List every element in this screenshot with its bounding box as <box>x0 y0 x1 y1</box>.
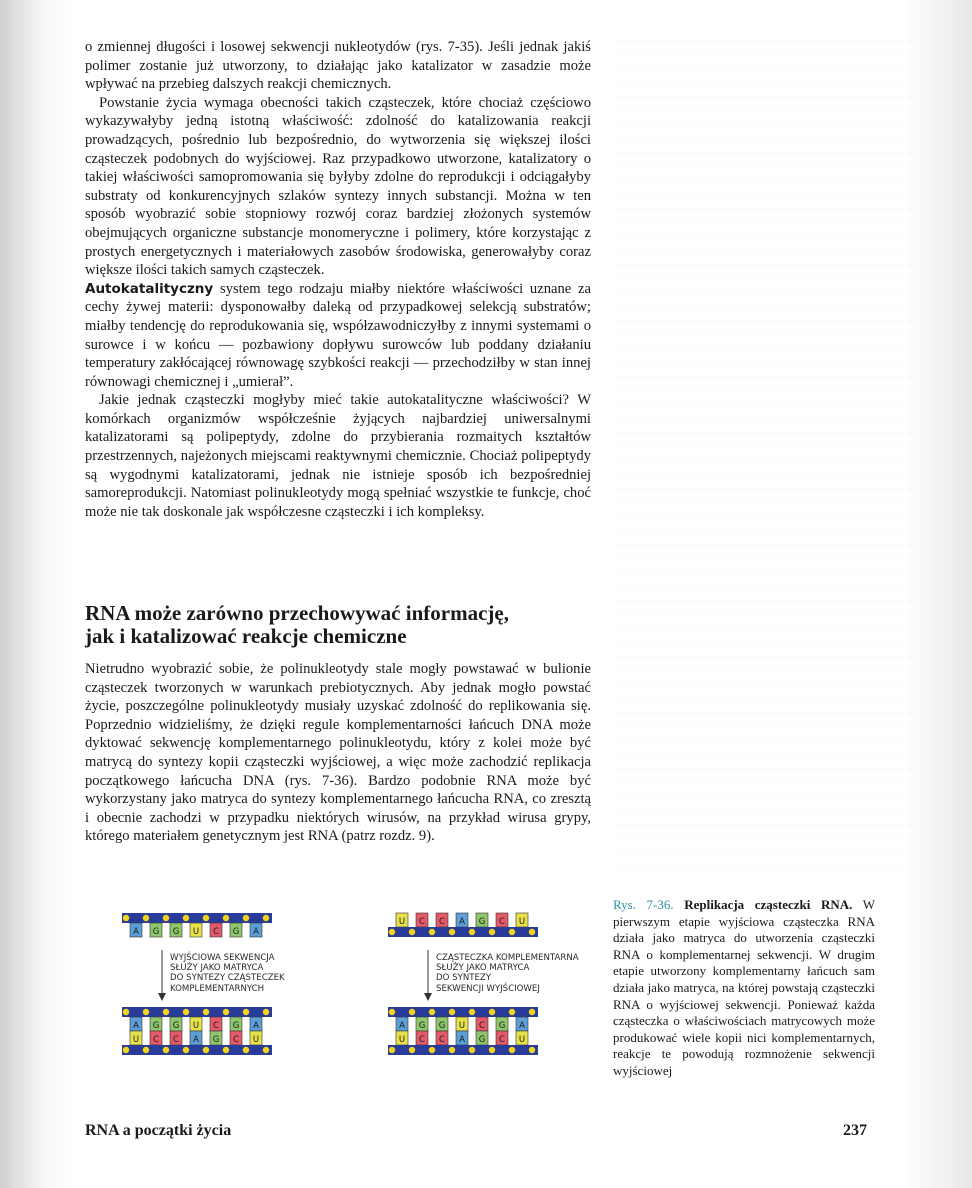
phosphate-dot <box>509 1009 515 1015</box>
base-letter: C <box>419 917 425 927</box>
figure-caption <box>613 897 875 1080</box>
section-heading <box>85 602 591 648</box>
phosphate-dot <box>489 1009 495 1015</box>
base-letter: C <box>213 1021 219 1031</box>
heading-line: RNA może zarówno przechowywać informację, <box>85 601 509 625</box>
figure-label-right <box>436 953 579 994</box>
phosphate-dot <box>143 1047 149 1053</box>
phosphate-dot <box>263 1009 269 1015</box>
base-letter: C <box>479 1021 485 1031</box>
phosphate-dot <box>409 1047 415 1053</box>
phosphate-dot <box>489 929 495 935</box>
phosphate-dot <box>183 1047 189 1053</box>
base-letter: G <box>418 1021 426 1031</box>
phosphate-dot <box>143 1009 149 1015</box>
phosphate-dot <box>469 1009 475 1015</box>
figure-label-left <box>170 953 285 994</box>
base-letter: U <box>192 1021 200 1031</box>
base-letter: C <box>153 1035 159 1045</box>
phosphate-dot <box>529 929 535 935</box>
scan-shadow-left <box>0 0 70 1188</box>
phosphate-dot <box>203 1047 209 1053</box>
base-letter: G <box>478 1035 486 1045</box>
base-letter: G <box>232 1021 240 1031</box>
phosphate-dot <box>429 929 435 935</box>
base-letter: C <box>439 917 445 927</box>
base-letter: G <box>152 927 160 937</box>
phosphate-dot <box>389 1009 395 1015</box>
label-line: CZĄSTECZKA KOMPLEMENTARNA <box>436 953 579 963</box>
phosphate-dot <box>223 1009 229 1015</box>
base-letter: G <box>172 927 180 937</box>
arrow-head <box>424 993 432 1001</box>
phosphate-dot <box>163 915 169 921</box>
paragraph: Powstanie życia wymaga obecności takich cząsteczek, które chociaż częściowo wykazywałyby jedną istotną właściwość: zdolność do katalizowania reakcji prowadzących, pośrednio lub bezpośrednio, do wytworzenia się większej ilości cząsteczek podobnych do wyjściowej. Raz przypadkowo utworzone, katalizatory o takiej właściwości samopromowania się byłyby zdolne do reprodukcji i odciągałyby substraty od konkurencyjnych szlaków syntezy innych substancji. Można w ten sposób wyobrazić sobie stopniowy rozwój coraz bardziej złożonych systemów obejmujących organiczne substancje monomeryczne i polimery, które korzystając z prostych energetycznych i materiałowych zasobów środowiska, generowałyby coraz większe ilości takich samych cząsteczek. <box>85 94 591 279</box>
phosphate-dot <box>529 1009 535 1015</box>
keyword: Autokatalityczny <box>85 280 214 297</box>
base-letter: U <box>132 1035 140 1045</box>
running-footer-title: RNA a początki życia <box>85 1122 232 1139</box>
phosphate-dot <box>123 1047 129 1053</box>
phosphate-dot <box>163 1047 169 1053</box>
body-text-section <box>85 660 591 846</box>
base-letter: U <box>398 1035 406 1045</box>
phosphate-dot <box>123 915 129 921</box>
base-letter: A <box>193 1035 199 1045</box>
base-letter: G <box>152 1021 160 1031</box>
phosphate-dot <box>469 929 475 935</box>
phosphate-dot <box>243 915 249 921</box>
phosphate-dot <box>263 1047 269 1053</box>
label-line: DO SYNTEZY CZĄSTECZEK <box>170 973 285 984</box>
caption-title: Replikacja cząsteczki RNA. <box>684 897 853 912</box>
scan-shadow-right <box>902 0 972 1188</box>
base-letter: C <box>173 1035 179 1045</box>
phosphate-dot <box>409 929 415 935</box>
base-letter: A <box>253 927 259 937</box>
base-letter: U <box>518 917 526 927</box>
phosphate-dot <box>529 1047 535 1053</box>
phosphate-dot <box>143 915 149 921</box>
base-letter: C <box>499 917 505 927</box>
base-letter: G <box>212 1035 220 1045</box>
figure-panel-left <box>112 905 342 1055</box>
phosphate-dot <box>389 929 395 935</box>
phosphate-dot <box>183 1009 189 1015</box>
phosphate-dot <box>203 1009 209 1015</box>
paragraph: Nietrudno wyobrazić sobie, że polinukleotydy stale mogły powstawać w bulionie cząsteczek tworzonych w warunkach prebiotycznych. Aby jednak mogło powstać życie, poszczególne polinukleotydy musiały uzyskać zdolność do replikowania się. Poprzednio widzieliśmy, że dzięki regule komplementarności łańcuch DNA może dyktować sekwencję komplementarnego polinukleotydu, który z kolei może być matrycą do syntezy kopii cząsteczki wyjściowej, a więc może zachodzić replikacja początkowego łańcucha DNA (rys. 7-36). Bardzo podobnie RNA może być wykorzystany jako matryca do syntezy komplementarnego łańcucha RNA, co zresztą i obecnie zachodzi w przypadku niektórych wirusów, na przykład wirusa grypy, którego materiałem genetycznym jest RNA (patrz rozdz. 9). <box>85 661 591 845</box>
phosphate-dot <box>223 1047 229 1053</box>
label-line: WYJŚCIOWA SEKWENCJA <box>170 953 275 963</box>
label-line: SEKWENCJI WYJŚCIOWEJ <box>436 983 540 994</box>
paragraph: Jakie jednak cząsteczki mogłyby mieć takie autokatalityczne właściwości? W komórkach organizmów współcześnie żyjących najbardziej uniwersalnymi katalizatorami są polipeptydy, zdolne do przybierania rozmaitych kształtów przestrzennych, najeżonych miejscami reaktywnymi chemicznie. Chociaż polipeptydy są wygodnymi katalizatorami, jednak nie istnieje sposób ich bezpośredniej samoreprodukcji. Natomiast polinukleotydy mogą spełniać wszystkie te funkcje, choć może nie tak doskonale jak współczesne cząsteczki i ich kompleksy. <box>85 392 591 520</box>
phosphate-dot <box>409 1009 415 1015</box>
base-letter: C <box>233 1035 239 1045</box>
base-letter: G <box>498 1021 506 1031</box>
caption-number: Rys. 7-36. <box>613 897 674 912</box>
phosphate-dot <box>429 1047 435 1053</box>
label-line: SŁUŻY JAKO MATRYCA <box>436 963 530 974</box>
show-through-text <box>612 40 912 870</box>
figure-panel-right <box>378 905 608 1055</box>
base-letter: C <box>499 1035 505 1045</box>
base-letter: U <box>252 1035 260 1045</box>
phosphate-dot <box>509 1047 515 1053</box>
base-letter: C <box>439 1035 445 1045</box>
heading-line: jak i katalizować reakcje chemiczne <box>85 624 407 648</box>
phosphate-dot <box>123 1009 129 1015</box>
label-line: SŁUŻY JAKO MATRYCA <box>170 963 264 974</box>
base-letter: A <box>459 917 465 927</box>
base-letter: G <box>172 1021 180 1031</box>
phosphate-dot <box>243 1009 249 1015</box>
phosphate-dot <box>469 1047 475 1053</box>
base-letter: A <box>459 1035 465 1045</box>
label-line: KOMPLEMENTARNYCH <box>170 983 265 994</box>
phosphate-dot <box>163 1009 169 1015</box>
phosphate-dot <box>263 915 269 921</box>
phosphate-dot <box>449 1047 455 1053</box>
label-line: DO SYNTEZY <box>436 973 492 984</box>
phosphate-dot <box>449 1009 455 1015</box>
base-letter: C <box>419 1035 425 1045</box>
phosphate-dot <box>449 929 455 935</box>
body-text-top <box>85 38 591 521</box>
base-letter: A <box>519 1021 525 1031</box>
phosphate-dot <box>223 915 229 921</box>
base-letter: G <box>438 1021 446 1031</box>
base-letter: A <box>133 1021 139 1031</box>
phosphate-dot <box>389 1047 395 1053</box>
base-letter: U <box>458 1021 466 1031</box>
base-letter: A <box>399 1021 405 1031</box>
paragraph: o zmiennej długości i losowej sekwencji nukleotydów (rys. 7-35). Jeśli jednak jakiś polimer zostanie już utworzony, to działając jako katalizator w zasadzie może wpływać na przebieg dalszych reakcji chemicznych. <box>85 39 591 93</box>
base-letter: G <box>232 927 240 937</box>
paragraph-keyword <box>85 280 591 392</box>
phosphate-dot <box>489 1047 495 1053</box>
phosphate-dot <box>203 915 209 921</box>
phosphate-dot <box>509 929 515 935</box>
page-number: 237 <box>843 1122 867 1139</box>
arrow-head <box>158 993 166 1001</box>
phosphate-dot <box>429 1009 435 1015</box>
base-letter: U <box>518 1035 526 1045</box>
paragraph-text: system tego rodzaju miałby niektóre właściwości uznane za cechy żywej materii: dysponowałby daleką od przypadkowej selekcją substratów; miałby tendencję do reprodukowania się, współzawodniczyłby z innymi systemami o surowce i w końcu — pozbawiony dopływu surowców lub poddany działaniu temperatury zakłócającej równowagę szybkości reakcji — przechodziłby w stan innej równowagi chemicznej i „umierał”. <box>85 280 592 390</box>
base-letter: U <box>398 917 406 927</box>
base-letter: C <box>213 927 219 937</box>
caption-text: W pierwszym etapie wyjściowa cząsteczka RNA działa jako matryca do utworzenia cząsteczki RNA o komplementarnej sekwencji. W drugim etapie utworzony komplementarny łańcuch sam działa jako matryca, na której powstają cząsteczki RNA o wyjściowej sekwencji. Ponieważ każda cząsteczka o właściwościach matrycowych może produkować wiele kopii nici komplementarnych, reakcje te powodują rozmnożenie sekwencji wyjściowej <box>613 897 875 1078</box>
phosphate-dot <box>243 1047 249 1053</box>
base-letter: A <box>133 927 139 937</box>
phosphate-dot <box>183 915 189 921</box>
base-letter: G <box>478 917 486 927</box>
base-letter: A <box>253 1021 259 1031</box>
base-letter: U <box>192 927 200 937</box>
